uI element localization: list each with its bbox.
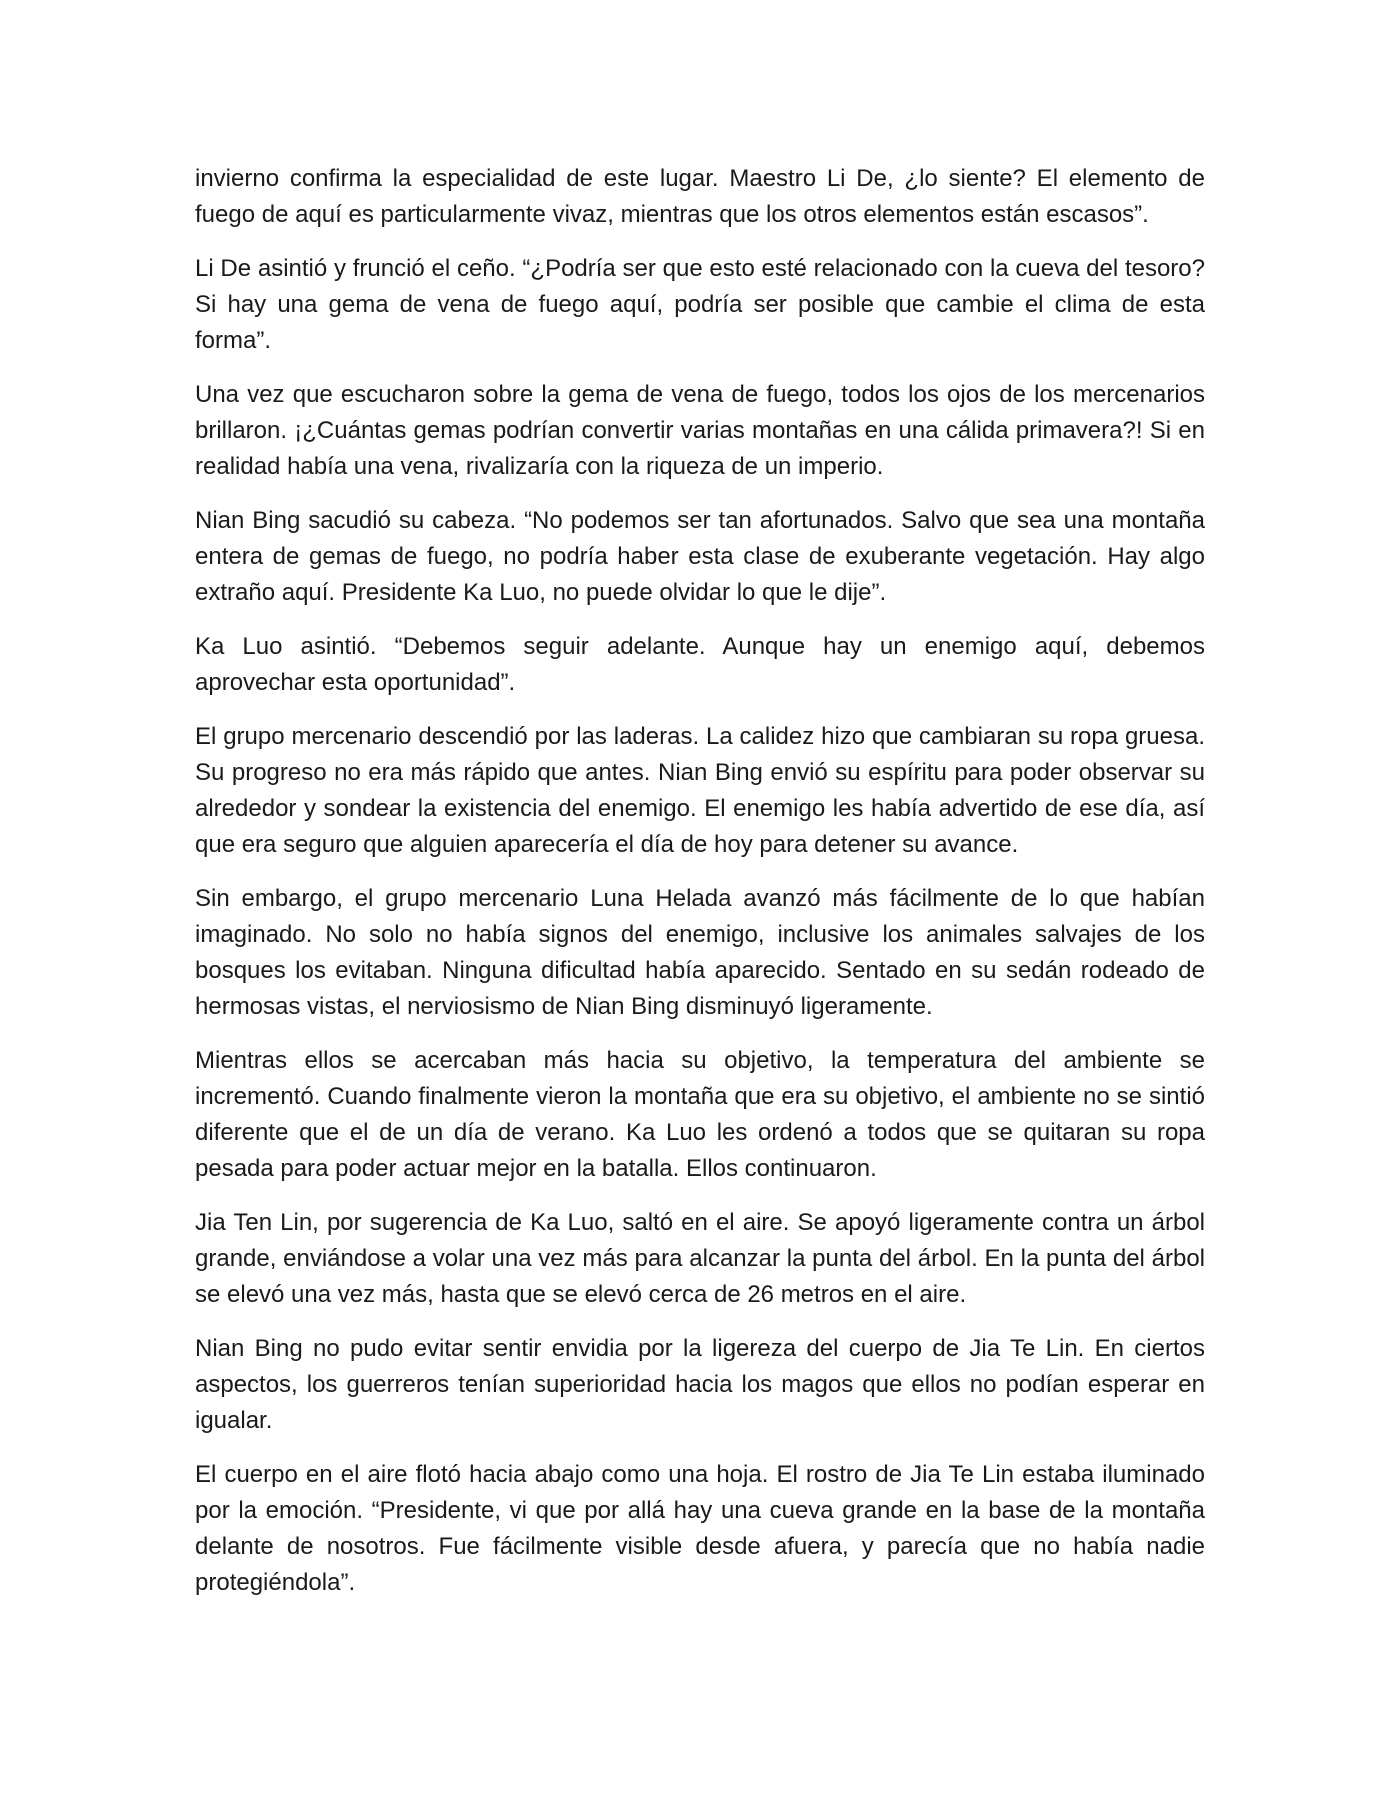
paragraph-5: Ka Luo asintió. “Debemos seguir adelante. Aunque hay un enemigo aquí, debemos aprovechar esta oportunidad”.	[195, 633, 1205, 696]
document-body	[195, 161, 1205, 1619]
paragraph-1: invierno confirma la especialidad de este lugar. Maestro Li De, ¿lo siente? El elemento de fuego de aquí es particularmente vivaz, mientras que los otros elementos están escasos”.	[195, 165, 1205, 228]
paragraph-4: Nian Bing sacudió su cabeza. “No podemos ser tan afortunados. Salvo que sea una montaña entera de gemas de fuego, no podría haber esta clase de exuberante vegetación. Hay algo extraño aquí. Presidente Ka Luo, no puede olvidar lo que le dije”.	[195, 507, 1205, 606]
paragraph-2: Li De asintió y frunció el ceño. “¿Podría ser que esto esté relacionado con la cueva del tesoro? Si hay una gema de vena de fuego aquí, podría ser posible que cambie el clima de esta forma”.	[195, 255, 1205, 354]
paragraph-6: El grupo mercenario descendió por las laderas. La calidez hizo que cambiaran su ropa gruesa. Su progreso no era más rápido que antes. Nian Bing envió su espíritu para poder observar su alrededor y sondear la existencia del enemigo. El enemigo les había advertido de ese día, así que era seguro que alguien aparecería el día de hoy para detener su avance.	[195, 723, 1205, 858]
paragraph-7: Sin embargo, el grupo mercenario Luna Helada avanzó más fácilmente de lo que habían imaginado. No solo no había signos del enemigo, inclusive los animales salvajes de los bosques los evitaban. Ninguna dificultad había aparecido. Sentado en su sedán rodeado de hermosas vistas, el nerviosismo de Nian Bing disminuyó ligeramente.	[195, 885, 1205, 1020]
paragraph-10: Nian Bing no pudo evitar sentir envidia por la ligereza del cuerpo de Jia Te Lin. En ciertos aspectos, los guerreros tenían superioridad hacia los magos que ellos no podían esperar en igualar.	[195, 1335, 1205, 1434]
paragraph-3: Una vez que escucharon sobre la gema de vena de fuego, todos los ojos de los mercenarios brillaron. ¡¿Cuántas gemas podrían convertir varias montañas en una cálida primavera?! Si en realidad había una vena, rivalizaría con la riqueza de un imperio.	[195, 381, 1205, 480]
paragraph-8: Mientras ellos se acercaban más hacia su objetivo, la temperatura del ambiente se incrementó. Cuando finalmente vieron la montaña que era su objetivo, el ambiente no se sintió diferente que el de un día de verano. Ka Luo les ordenó a todos que se quitaran su ropa pesada para poder actuar mejor en la batalla. Ellos continuaron.	[195, 1047, 1205, 1182]
paragraph-11: El cuerpo en el aire flotó hacia abajo como una hoja. El rostro de Jia Te Lin estaba iluminado por la emoción. “Presidente, vi que por allá hay una cueva grande en la base de la montaña delante de nosotros. Fue fácilmente visible desde afuera, y parecía que no había nadie protegiéndola”.	[195, 1461, 1205, 1596]
paragraph-9: Jia Ten Lin, por sugerencia de Ka Luo, saltó en el aire. Se apoyó ligeramente contra un árbol grande, enviándose a volar una vez más para alcanzar la punta del árbol. En la punta del árbol se elevó una vez más, hasta que se elevó cerca de 26 metros en el aire.	[195, 1209, 1205, 1308]
